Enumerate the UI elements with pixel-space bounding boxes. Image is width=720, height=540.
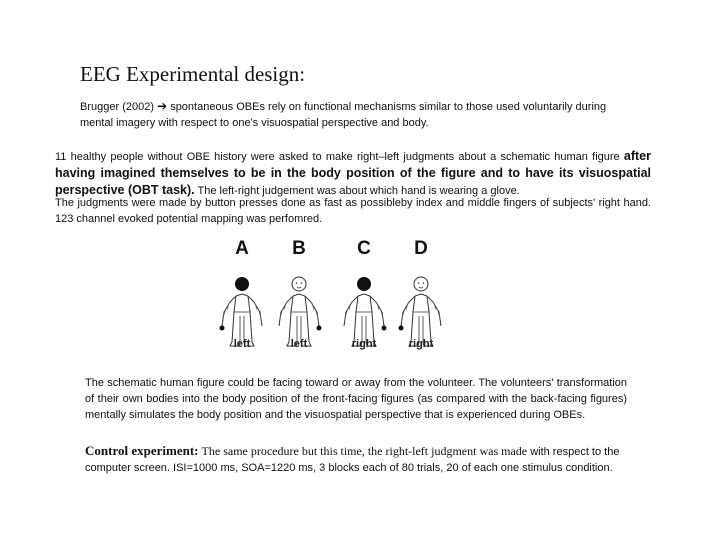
method-lead: 11 healthy people without OBE history were asked to make right–left judgments about a schematic human figure: [55, 151, 620, 163]
figure-c: [344, 277, 387, 346]
procedure-paragraph: The judgments were made by button presses done as fast as possibleby index and middle fingers of subjects' right hand. 123 channel evoked potential mapping was perfomred.: [55, 197, 651, 225]
figure-letter-c: C: [357, 238, 371, 259]
figure-b: [279, 277, 322, 346]
method-paragraph: [55, 148, 651, 199]
figure-d: [399, 277, 442, 346]
figure-label-c: right: [351, 338, 377, 350]
glove-icon: [220, 326, 225, 331]
control-text: with respect to the computer screen. ISI=1000 ms, SOA=1220 ms, 3 blocks each of 80 trials, 20 of each one stimulus condition.: [85, 446, 620, 474]
figure-a: [220, 277, 263, 346]
control-label: Control experiment:: [85, 443, 199, 458]
slide-title: EEG Experimental design:: [80, 62, 306, 86]
control-paragraph: [85, 443, 627, 476]
figure-label-b: left: [290, 338, 308, 350]
control-serif-text: The same procedure but this time, the right-left judgment was made: [201, 444, 528, 458]
method-tail: The left-right judgement was about which hand is wearing a glove.: [197, 185, 520, 197]
figure-letter-d: D: [414, 238, 428, 259]
glove-icon: [399, 326, 404, 331]
intro-text: spontaneous OBEs rely on functional mechanisms similar to those used voluntarily during mental imagery with respect to one's visuospatial perspective and body.: [80, 101, 607, 129]
arrow-right-icon: ➔: [157, 99, 168, 113]
figure-letter-a: A: [235, 238, 249, 259]
figure-label-a: left: [233, 338, 251, 350]
glove-icon: [317, 326, 322, 331]
glove-icon: [382, 326, 387, 331]
schematic-figure-panel: [200, 236, 460, 360]
figure-label-d: right: [408, 338, 434, 350]
intro-paragraph: [80, 98, 625, 131]
figure-letter-b: B: [292, 238, 306, 259]
citation: Brugger (2002): [80, 101, 154, 113]
method-emphasis: after having imagined themselves to be in the body position of the figure and to have its visuospatial perspective (OBT task).: [55, 149, 651, 197]
explanation-paragraph: The schematic human figure could be facing toward or away from the volunteer. The volunteers' transformation of their own bodies into the body position of the front-facing figures (as compared with the back-facing figures) mentally simulates the body position and the visuospatial perspective that is experienced during OBEs.: [85, 377, 627, 421]
